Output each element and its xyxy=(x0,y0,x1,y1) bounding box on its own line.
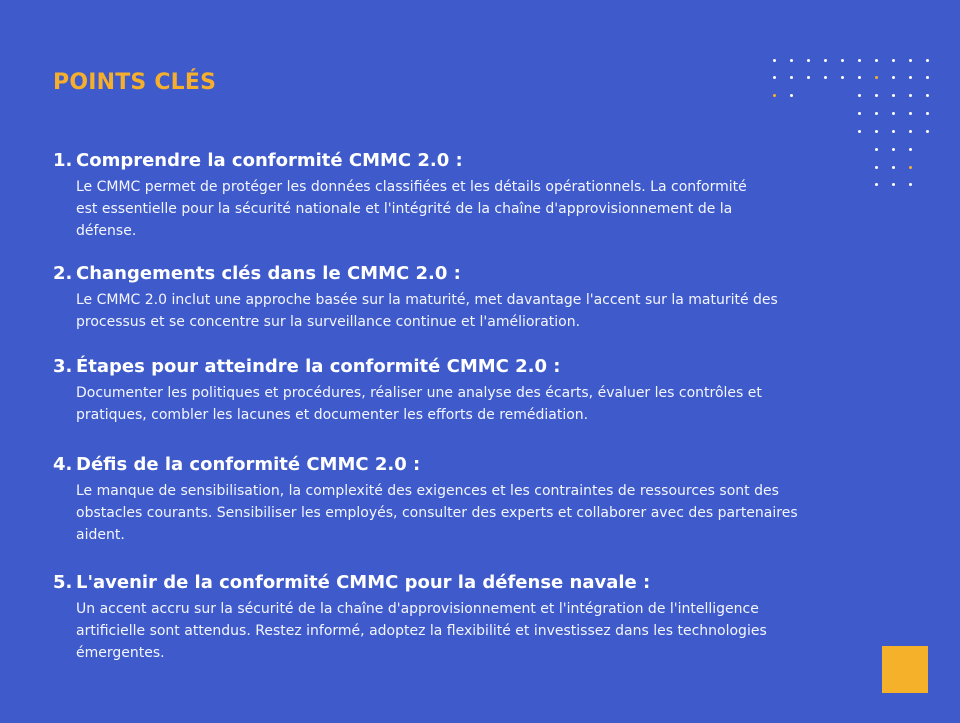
key-point-item xyxy=(53,148,843,261)
point-heading: Étapes pour atteindre la conformité CMMC 2.0 : xyxy=(76,356,561,377)
decorative-dot xyxy=(875,112,878,115)
decorative-dot xyxy=(858,94,861,97)
decorative-dot xyxy=(892,76,895,79)
decorative-dot xyxy=(875,59,878,62)
decorative-dot xyxy=(909,94,912,97)
point-body: Un accent accru sur la sécurité de la chaîne d'approvisionnement et l'intégration de l'intelligence artificielle sont attendus. Restez informé, adoptez la flexibilité et investissez dans les technologies émergentes. xyxy=(76,601,767,661)
key-point-item xyxy=(53,570,843,664)
decorative-dot xyxy=(841,76,844,79)
decorative-dot xyxy=(909,112,912,115)
decorative-dot xyxy=(926,94,929,97)
decorative-dot xyxy=(790,94,793,97)
key-point-item xyxy=(53,261,843,354)
decorative-dot xyxy=(875,130,878,133)
point-number: 5. xyxy=(53,572,73,593)
decorative-dot xyxy=(892,94,895,97)
decorative-dot xyxy=(909,59,912,62)
decorative-dot xyxy=(858,112,861,115)
decorative-dot xyxy=(790,59,793,62)
point-heading: Comprendre la conformité CMMC 2.0 : xyxy=(76,150,463,171)
decorative-dot xyxy=(892,59,895,62)
decorative-dot xyxy=(858,130,861,133)
decorative-dot xyxy=(909,130,912,133)
point-number: 4. xyxy=(53,454,73,475)
point-body: Documenter les politiques et procédures, réaliser une analyse des écarts, évaluer les contrôles et pratiques, combler les lacunes et documenter les efforts de remédiation. xyxy=(76,385,762,423)
decorative-dot xyxy=(790,76,793,79)
point-number: 1. xyxy=(53,150,73,171)
decorative-dot xyxy=(875,148,878,151)
decorative-dot xyxy=(892,112,895,115)
decorative-dot xyxy=(909,148,912,151)
decorative-dot xyxy=(875,166,878,169)
point-heading: Changements clés dans le CMMC 2.0 : xyxy=(76,263,461,284)
decorative-dot xyxy=(892,130,895,133)
point-body: Le manque de sensibilisation, la complexité des exigences et les contraintes de ressources sont des obstacles courants. Sensibiliser les employés, consulter des experts et collaborer avec des partenaires aident. xyxy=(76,483,798,543)
decorative-dot xyxy=(824,59,827,62)
decorative-dot xyxy=(909,183,912,186)
decorative-dot xyxy=(892,166,895,169)
decorative-dot xyxy=(892,183,895,186)
point-body: Le CMMC 2.0 inclut une approche basée sur la maturité, met davantage l'accent sur la maturité des processus et se concentre sur la surveillance continue et l'amélioration. xyxy=(76,292,778,330)
point-heading: L'avenir de la conformité CMMC pour la défense navale : xyxy=(76,572,651,593)
point-number: 3. xyxy=(53,356,73,377)
decorative-dot xyxy=(926,76,929,79)
page-title: POINTS CLÉS xyxy=(53,70,217,95)
decorative-dot xyxy=(875,183,878,186)
decorative-corner-square xyxy=(882,646,928,693)
decorative-dot xyxy=(926,59,929,62)
decorative-dot xyxy=(909,76,912,79)
decorative-dot xyxy=(841,59,844,62)
decorative-dot xyxy=(926,112,929,115)
decorative-dot xyxy=(824,76,827,79)
point-number: 2. xyxy=(53,263,73,284)
decorative-dot xyxy=(807,59,810,62)
decorative-dot xyxy=(892,148,895,151)
decorative-dot xyxy=(909,166,912,169)
key-point-item xyxy=(53,354,843,452)
decorative-dot xyxy=(773,76,776,79)
decorative-dot xyxy=(875,94,878,97)
key-point-item xyxy=(53,452,843,570)
decorative-dot xyxy=(773,94,776,97)
decorative-dot xyxy=(858,76,861,79)
decorative-dot xyxy=(773,59,776,62)
decorative-dot xyxy=(875,76,878,79)
decorative-dot xyxy=(926,130,929,133)
point-body: Le CMMC permet de protéger les données classifiées et les détails opérationnels. La conformité est essentielle pour la sécurité nationale et l'intégrité de la chaîne d'approvisionnement de la défense. xyxy=(76,179,747,239)
key-points-list xyxy=(53,148,843,664)
decorative-dot xyxy=(807,76,810,79)
point-heading: Défis de la conformité CMMC 2.0 : xyxy=(76,454,421,475)
decorative-dot xyxy=(858,59,861,62)
